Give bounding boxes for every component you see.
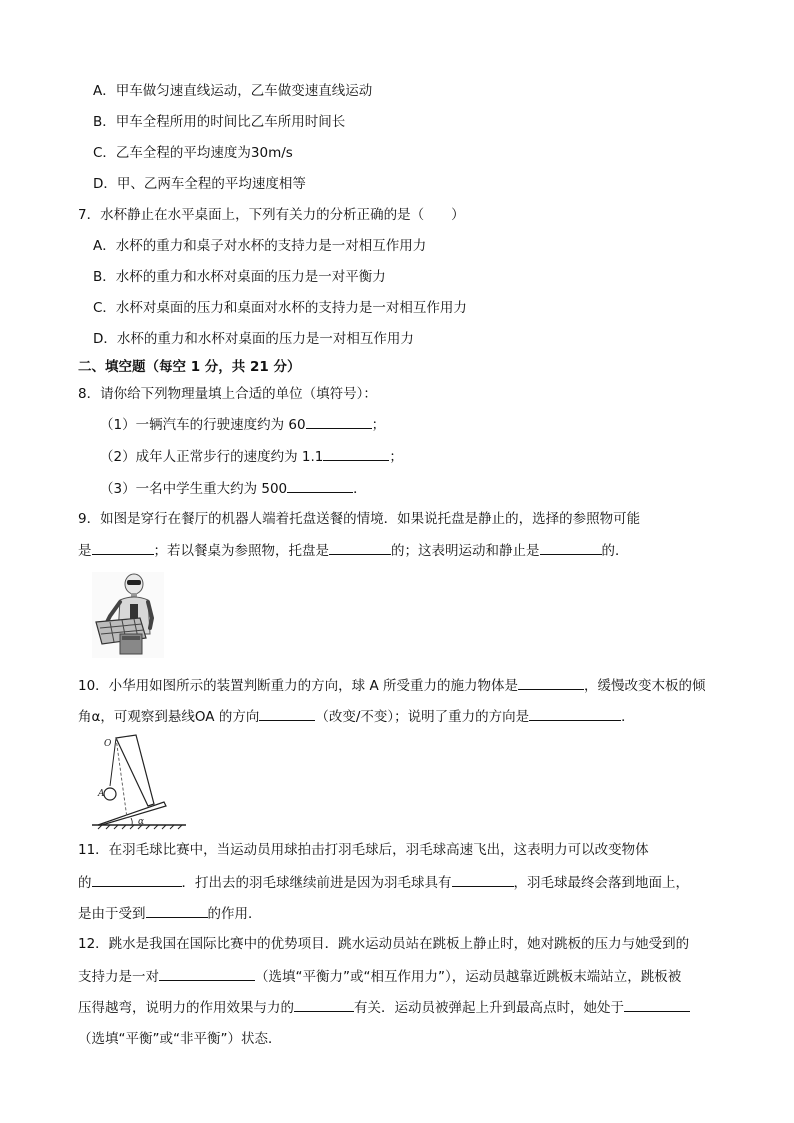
- q11-blank-1[interactable]: [92, 872, 182, 887]
- q8-sub-1-text: （1）一辆汽车的行驶速度约为 60: [100, 417, 306, 433]
- q8-sub-1-end: ；: [371, 417, 386, 433]
- q7-option-a: A．水杯的重力和桌子对水杯的支持力是一对相互作用力: [93, 238, 427, 254]
- pendulum-incline-diagram: [92, 734, 186, 830]
- q6-option-b: B．甲车全程所用的时间比乙车所用时间长: [93, 114, 346, 130]
- q10-blank-1[interactable]: [518, 675, 584, 690]
- q10-text-b: ，缓慢改变木板的倾: [584, 678, 706, 694]
- q8-stem: 8．请你给下列物理量填上合适的单位（填符号）：: [78, 386, 377, 402]
- q8-blank-3[interactable]: [287, 478, 353, 493]
- q8-sub-3-text: （3）一名中学生重大约为 500: [100, 481, 288, 497]
- q12-text-a: 支持力是一对: [78, 969, 159, 985]
- q10-text-c: 角α，可观察到悬线OA 的方向: [78, 709, 260, 725]
- section-title-fill-in: 二、填空题（每空 1 分，共 21 分）: [78, 359, 301, 375]
- q6-option-d: D．甲、乙两车全程的平均速度相等: [93, 176, 306, 192]
- q12-blank-3[interactable]: [624, 997, 690, 1012]
- q7-stem: 7．水杯静止在水平桌面上，下列有关力的分析正确的是（ ）: [78, 207, 465, 223]
- q8-sub-1: [100, 414, 385, 435]
- q7-option-d: D．水杯的重力和水杯对桌面的压力是一对相互作用力: [93, 331, 414, 347]
- q10-text-e: ．: [621, 709, 635, 725]
- q11-text-e: 的作用．: [207, 906, 262, 922]
- q8-sub-2-end: ；: [389, 449, 403, 465]
- q8-sub-3: [100, 478, 367, 499]
- q10-line-2: [78, 706, 635, 727]
- q9-line-1: 9．如图是穿行在餐厅的机器人端着托盘送餐的情境．如果说托盘是静止的，选择的参照物可能: [78, 511, 641, 527]
- q10-text-d: （改变/不变）；说明了重力的方向是: [315, 709, 530, 725]
- q9-blank-1[interactable]: [92, 540, 154, 555]
- label-a: A: [98, 789, 105, 799]
- q12-text-b: （选填“平衡力”或“相互作用力”），运动员越靠近跳板末端站立，跳板被: [255, 969, 682, 985]
- q12-text-d: 有关．运动员被弹起上升到最高点时，她处于: [354, 1000, 624, 1016]
- q9-blank-2[interactable]: [329, 540, 391, 555]
- q9-line-2: [78, 540, 629, 561]
- q7-option-c: C．水杯对桌面的压力和桌面对水杯的支持力是一对相互作用力: [93, 300, 467, 316]
- q12-line-1: 12．跳水是我国在国际比赛中的优势项目．跳水运动员站在跳板上静止时，她对跳板的压力与她受到的: [78, 936, 690, 952]
- q12-blank-2[interactable]: [294, 997, 354, 1012]
- q11-text-b: ．打出去的羽毛球继续前进是因为羽毛球具有: [181, 875, 452, 891]
- label-alpha: α: [138, 817, 145, 827]
- q12-line-3: [78, 997, 690, 1018]
- q8-sub-2-text: （2）成年人正常步行的速度约为 1.1: [100, 449, 324, 465]
- q11-blank-3[interactable]: [146, 903, 208, 918]
- q9-text-b: ；若以餐桌为参照物，托盘是: [153, 543, 329, 559]
- q11-line-1: 11．在羽毛球比赛中，当运动员用球拍击打羽毛球后，羽毛球高速飞出，这表明力可以改变物体: [78, 842, 649, 858]
- q10-text-a: 10．小华用如图所示的装置判断重力的方向，球 A 所受重力的施力物体是: [78, 678, 518, 694]
- q11-text-c: ，羽毛球最终会落到地面上，: [513, 875, 689, 891]
- label-o: O: [104, 739, 112, 749]
- q9-blank-3[interactable]: [540, 540, 602, 555]
- q11-line-2: [78, 872, 689, 893]
- q12-line-4: （选填“平衡”或“非平衡”）状态．: [78, 1031, 282, 1047]
- q11-text-a: 的: [78, 875, 92, 891]
- q9-text-c: 的；这表明运动和静止是: [391, 543, 540, 559]
- q11-line-3: [78, 903, 262, 924]
- q10-blank-3[interactable]: [529, 706, 621, 721]
- q6-option-a: A．甲车做匀速直线运动，乙车做变速直线运动: [93, 83, 373, 99]
- q8-sub-3-end: ．: [353, 481, 367, 497]
- q6-option-c: C．乙车全程的平均速度为30m/s: [93, 145, 293, 161]
- q12-text-c: 压得越弯，说明力的作用效果与力的: [78, 1000, 294, 1016]
- q7-option-b: B．水杯的重力和水杯对桌面的压力是一对平衡力: [93, 269, 386, 285]
- q9-text-a: 是: [78, 543, 92, 559]
- q11-text-d: 是由于受到: [78, 906, 146, 922]
- q11-blank-2[interactable]: [452, 872, 514, 887]
- q12-line-2: [78, 966, 681, 987]
- q8-sub-2: [100, 446, 403, 467]
- q10-blank-2[interactable]: [259, 706, 315, 721]
- q10-line-1: [78, 675, 706, 696]
- q8-blank-1[interactable]: [306, 414, 372, 429]
- q8-blank-2[interactable]: [323, 446, 389, 461]
- robot-waiter-image: [92, 572, 164, 658]
- q12-blank-1[interactable]: [159, 966, 255, 981]
- q9-text-d: 的．: [601, 543, 629, 559]
